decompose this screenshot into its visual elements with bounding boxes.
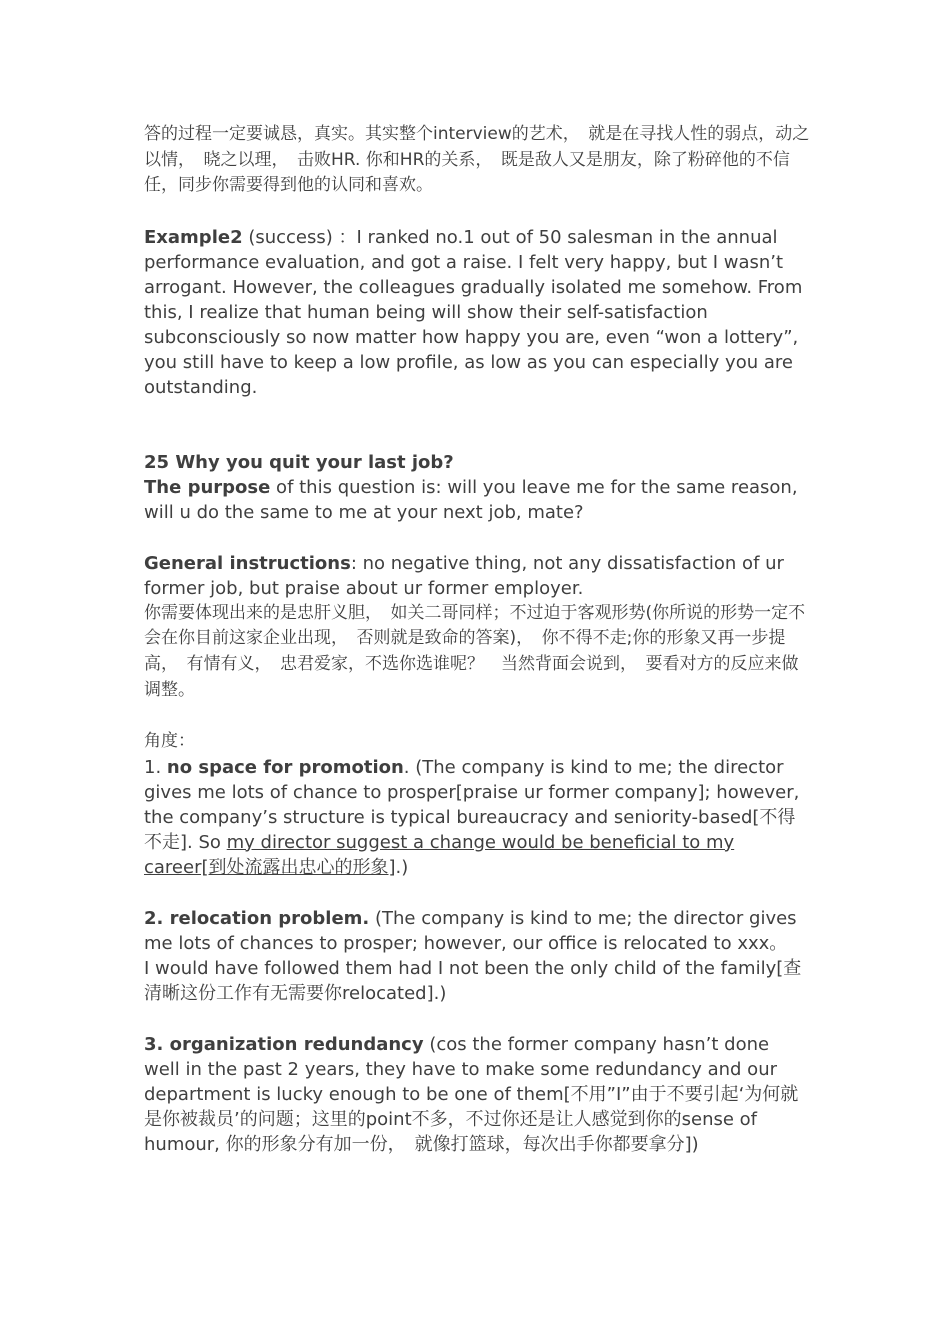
general-instructions-text: : no negative thing, not any dissatisfaction of ur former job, but praise about ur former employer.	[144, 552, 784, 599]
point-3-paragraph	[144, 1032, 810, 1157]
point-2-title: 2. relocation problem.	[144, 907, 370, 929]
angle-label: 角度：	[144, 731, 195, 752]
general-instructions-cn: 你需要体现出来的是忠肝义胆， 如关二哥同样；不过迫于客观形势(你所说的形势一定不会在你目前这家企业出现， 否则就是致命的答案)， 你不得不走;你的形象又再一步提高， 有情有义， 忠君爱家，不选你选谁呢？ 当然背面会说到， 要看对方的反应来做调整。	[144, 602, 806, 700]
point-3-text: (cos the former company hasn’t done well in the past 2 years, they have to make some redundancy and our department is lucky enough to be one of them[不用”I”由于不要引起‘为何就是你被裁员’的问题；这里的point不多，不过你还是让人感觉到你的sense of humour, 你的形象分有加一份， 就像打篮球，每次出手你都要拿分])	[144, 1033, 799, 1155]
point-1-underlined: my director suggest a change would be beneficial to my career[到处流露出忠心的形象]	[144, 831, 735, 878]
point-2-paragraph	[144, 906, 815, 1006]
purpose-label: The purpose	[144, 476, 271, 498]
point-2-text: (The company is kind to me; the director gives me lots of chances to prosper; however, our office is relocated to xxx。 I would have followed them had I not been the only child of the family[查清晰这份工作有无需要你relocated].)	[144, 907, 815, 1004]
purpose-paragraph	[144, 475, 810, 525]
point-1-text: . (The company is kind to me; the director gives me lots of chance to prosper[praise ur former company]; however, the company’s structure is typical bureaucracy and seniority-based[不得不走]. So	[144, 756, 800, 853]
example2-paragraph	[144, 225, 810, 400]
point-3-title: 3. organization redundancy	[144, 1033, 424, 1055]
purpose-text: of this question is: will you leave me for the same reason, will u do the same to me at your next job, mate?	[144, 476, 798, 523]
question-25-heading: 25 Why you quit your last job?	[144, 451, 454, 473]
intro-paragraph: 答的过程一定要诚恳，真实。其实整个interview的艺术， 就是在寻找人性的弱点，动之以情， 晓之以理， 击败HR. 你和HR的关系， 既是敌人又是朋友，除了粉碎他的不信任，同步你需要得到他的认同和喜欢。	[144, 124, 810, 196]
point-1-paragraph: 1. no space for promotion. (The company is kind to me; the director gives me lots of chance to prosper[praise ur former company]; however, the company’s structure is typical bureaucracy and seniority-based[不得不走]. So my director suggest a change would be beneficial to my career[到处流露出忠心的形象].)	[144, 756, 800, 878]
example2-text: (success) ：I ranked no.1 out of 50 salesman in the annual performance evaluation, and got a raise. I felt very happy, but I wasn’t arrogant. However, the colleagues gradually isolated me somehow. From this, I realize that human being will show their self-satisfaction subconsciously so now matter how happy you are, even “won a lottery”, you still have to keep a low profile, as low as you can especially you are outstanding.	[144, 226, 803, 398]
point-1-title: no space for promotion	[166, 756, 404, 778]
general-instructions-paragraph	[144, 551, 810, 601]
example2-label: Example2	[144, 226, 243, 248]
general-instructions-label: General instructions	[144, 552, 351, 574]
